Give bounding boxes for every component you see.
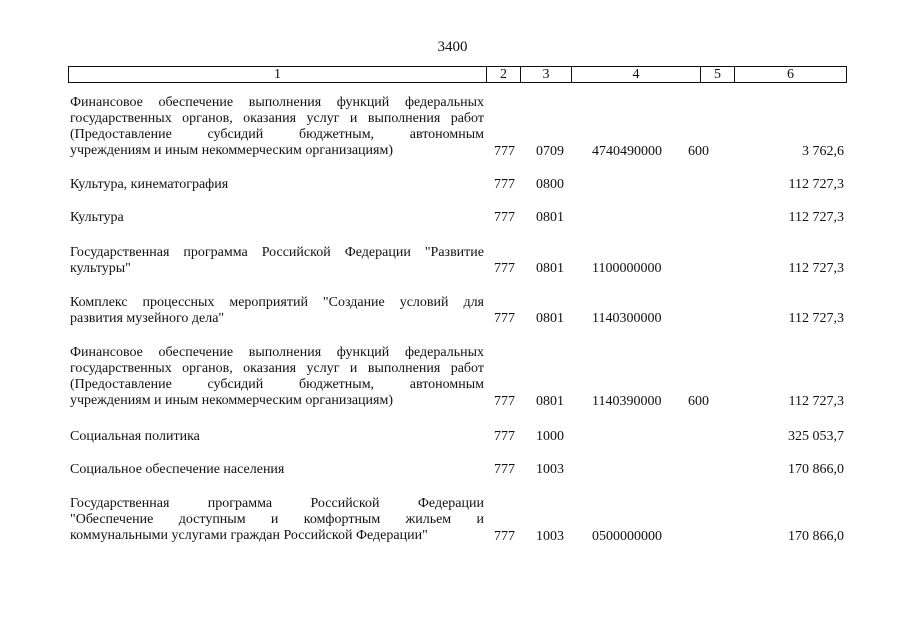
row-ved: 777 bbox=[494, 210, 515, 225]
row-ved: 777 bbox=[494, 311, 515, 326]
table-row bbox=[68, 496, 847, 545]
row-name-line: государственных органов, оказания услуг и выполнения работ bbox=[70, 111, 484, 126]
row-name bbox=[70, 177, 484, 193]
row-name-line: Социальное обеспечение населения bbox=[70, 462, 285, 477]
row-cs: 1100000000 bbox=[592, 261, 662, 276]
table-header bbox=[68, 66, 847, 83]
row-vr: 600 bbox=[688, 394, 709, 409]
row-name-line: (Предоставление субсидий бюджетным, автономным bbox=[70, 127, 484, 142]
row-ved: 777 bbox=[494, 462, 515, 477]
row-sum: 170 866,0 bbox=[788, 529, 844, 544]
column-header-4: 4 bbox=[572, 67, 701, 82]
row-sum: 112 727,3 bbox=[788, 394, 844, 409]
row-sum: 3 762,6 bbox=[802, 144, 844, 159]
row-name bbox=[70, 429, 484, 445]
row-name-line: развития музейного дела" bbox=[70, 311, 225, 326]
table-row bbox=[68, 95, 847, 160]
table-row bbox=[68, 295, 847, 327]
table-row bbox=[68, 245, 847, 277]
row-name bbox=[70, 295, 484, 327]
table-row bbox=[68, 462, 847, 478]
row-name-line: Финансовое обеспечение выполнения функций федеральных bbox=[70, 345, 484, 360]
row-sum: 325 053,7 bbox=[788, 429, 844, 444]
row-name bbox=[70, 496, 484, 544]
row-name-line: (Предоставление субсидий бюджетным, автономным bbox=[70, 377, 484, 392]
row-sum: 112 727,3 bbox=[788, 261, 844, 276]
column-header-6: 6 bbox=[787, 67, 794, 82]
row-sum: 170 866,0 bbox=[788, 462, 844, 477]
row-name bbox=[70, 345, 484, 409]
row-name-line: Культура bbox=[70, 210, 124, 225]
row-name-line: Комплекс процессных мероприятий "Создание условий для bbox=[70, 295, 484, 310]
row-ved: 777 bbox=[494, 429, 515, 444]
table-row bbox=[68, 429, 847, 445]
table-row bbox=[68, 177, 847, 193]
column-header-2: 2 bbox=[487, 67, 521, 82]
row-cs: 1140300000 bbox=[592, 311, 662, 326]
row-ved: 777 bbox=[494, 144, 515, 159]
column-header-5: 5 bbox=[701, 67, 735, 82]
row-rz: 0801 bbox=[536, 261, 564, 276]
row-name-line: государственных органов, оказания услуг и выполнения работ bbox=[70, 361, 484, 376]
row-name-line: Социальная политика bbox=[70, 429, 200, 444]
row-sum: 112 727,3 bbox=[788, 177, 844, 192]
row-rz: 0800 bbox=[536, 177, 564, 192]
row-cs: 0500000000 bbox=[592, 529, 662, 544]
row-rz: 1003 bbox=[536, 529, 564, 544]
row-rz: 1003 bbox=[536, 462, 564, 477]
column-header-1: 1 bbox=[69, 67, 487, 82]
table-row bbox=[68, 210, 847, 226]
row-name bbox=[70, 95, 484, 159]
row-name-line: Культура, кинематография bbox=[70, 177, 229, 192]
row-cs: 1140390000 bbox=[592, 394, 662, 409]
row-sum: 112 727,3 bbox=[788, 311, 844, 326]
row-rz: 0801 bbox=[536, 394, 564, 409]
column-header-3: 3 bbox=[521, 67, 572, 82]
row-rz: 0801 bbox=[536, 210, 564, 225]
row-vr: 600 bbox=[688, 144, 709, 159]
row-name bbox=[70, 462, 484, 478]
table-row bbox=[68, 345, 847, 410]
row-name bbox=[70, 210, 484, 226]
row-ved: 777 bbox=[494, 261, 515, 276]
row-name-line: коммунальными услугами граждан Российской Федерации" bbox=[70, 528, 428, 543]
row-cs: 4740490000 bbox=[592, 144, 662, 159]
row-name-line: Государственная программа Российской Федерации "Развитие bbox=[70, 245, 484, 260]
row-ved: 777 bbox=[494, 529, 515, 544]
row-name bbox=[70, 245, 484, 277]
row-sum: 112 727,3 bbox=[788, 210, 844, 225]
row-rz: 0801 bbox=[536, 311, 564, 326]
row-rz: 0709 bbox=[536, 144, 564, 159]
row-ved: 777 bbox=[494, 394, 515, 409]
row-rz: 1000 bbox=[536, 429, 564, 444]
row-name-line: учреждениям и иным некоммерческим организациям) bbox=[70, 393, 394, 408]
row-name-line: учреждениям и иным некоммерческим организациям) bbox=[70, 143, 394, 158]
row-name-line: "Обеспечение доступным и комфортным жильем и bbox=[70, 512, 484, 527]
row-name-line: Государственная программа Российской Федерации bbox=[70, 496, 484, 511]
page-number: 3400 bbox=[437, 39, 468, 55]
row-ved: 777 bbox=[494, 177, 515, 192]
row-name-line: Финансовое обеспечение выполнения функций федеральных bbox=[70, 95, 484, 110]
row-name-line: культуры" bbox=[70, 261, 131, 276]
